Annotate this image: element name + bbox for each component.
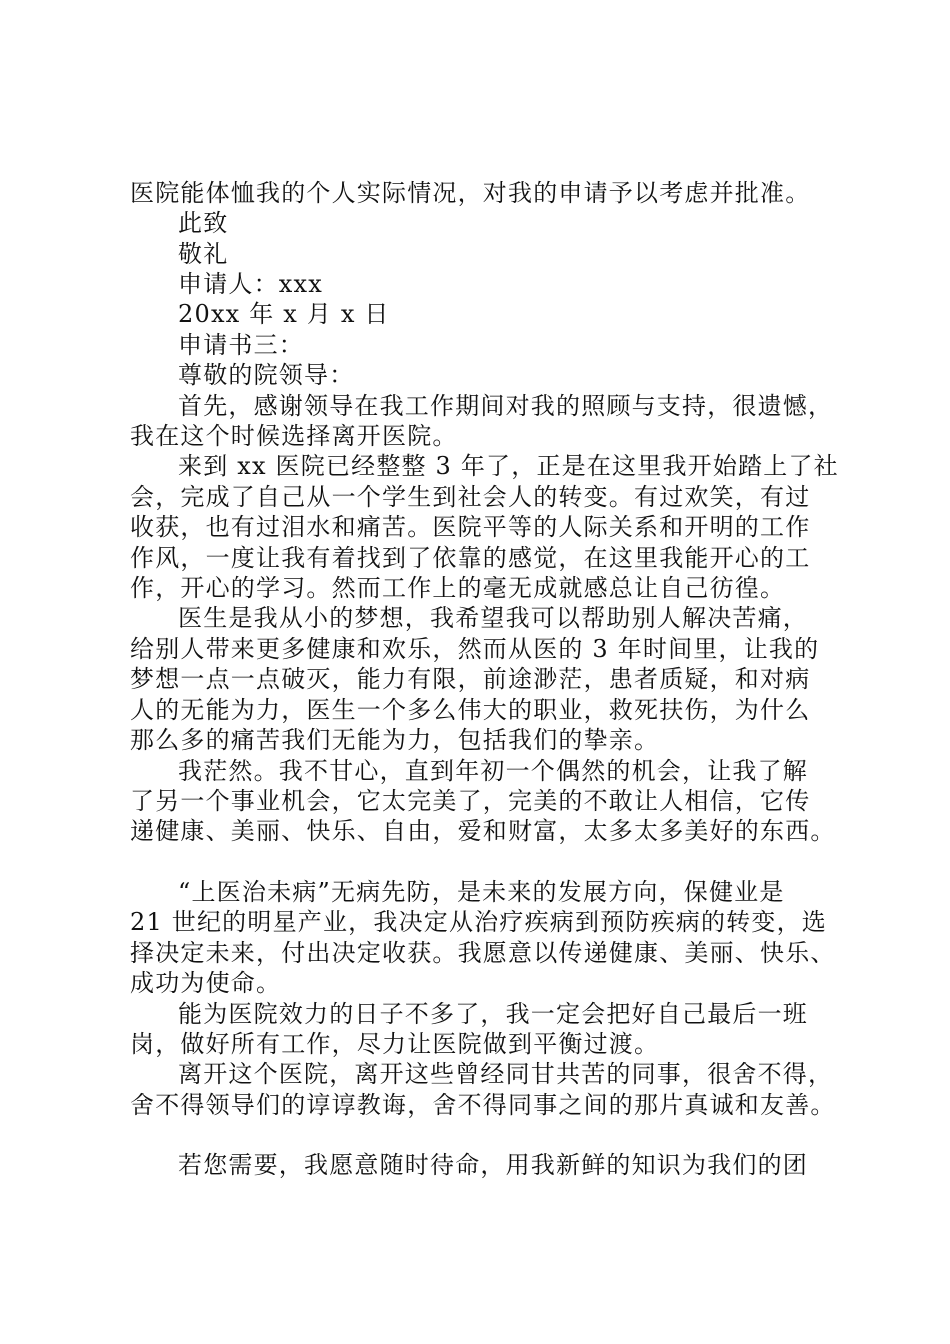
closing-line: 敬礼: [178, 240, 229, 268]
text-line: 来到 xx 医院已经整整 3 年了，正是在这里我开始踏上了社: [178, 452, 839, 480]
text-line: 若您需要，我愿意随时待命，用我新鲜的知识为我们的团: [178, 1151, 808, 1179]
closing-line: 此致: [178, 209, 229, 237]
section-title: 申请书三：: [178, 331, 304, 359]
text-line: 会，完成了自己从一个学生到社会人的转变。有过欢笑，有过: [130, 483, 811, 511]
text-line: 作风，一度让我有着找到了依靠的感觉，在这里我能开心的工: [130, 544, 811, 572]
text-line: 那么多的痛苦我们无能为力，包括我们的挚亲。: [130, 726, 660, 754]
text-line: 给别人带来更多健康和欢乐，然而从医的 3 年时间里，让我的: [130, 635, 820, 663]
salutation-line: 尊敬的院领导：: [178, 361, 355, 389]
text-line: 离开这个医院，离开这些曾经同甘共苦的同事，很舍不得，: [178, 1060, 834, 1088]
text-line: 了另一个事业机会，它太完美了，完美的不敢让人相信，它传: [130, 787, 811, 815]
text-line: 收获，也有过泪水和痛苦。医院平等的人际关系和开明的工作: [130, 513, 811, 541]
text-line: 作，开心的学习。然而工作上的毫无成就感总让自己彷徨。: [130, 574, 786, 602]
text-line: 岗，做好所有工作，尽力让医院做到平衡过渡。: [130, 1030, 660, 1058]
text-line: 我茫然。我不甘心，直到年初一个偶然的机会，让我了解: [178, 757, 808, 785]
text-line: 首先，感谢领导在我工作期间对我的照顾与支持，很遗憾，: [178, 392, 834, 420]
text-line: “上医治未病”无病先防，是未来的发展方向，保健业是: [178, 878, 785, 906]
text-line: 能为医院效力的日子不多了，我一定会把好自己最后一班: [178, 1000, 808, 1028]
text-line: 人的无能为力，医生一个多么伟大的职业，救死扶伤，为什么: [130, 696, 811, 724]
text-line: 成功为使命。: [130, 969, 282, 997]
text-line: 21 世纪的明星产业，我决定从治疗疾病到预防疾病的转变，选: [130, 908, 827, 936]
text-line: 递健康、美丽、快乐、自由，爱和财富，太多太多美好的东西。: [130, 817, 836, 845]
text-line: 舍不得领导们的谆谆教诲，舍不得同事之间的那片真诚和友善。: [130, 1091, 836, 1119]
date-line: 20xx 年 x 月 x 日: [178, 300, 390, 328]
text-line: 梦想一点一点破灭，能力有限，前途渺茫，患者质疑，和对病: [130, 665, 811, 693]
text-line: 择决定未来，付出决定收获。我愿意以传递健康、美丽、快乐、: [130, 939, 836, 967]
text-line: 我在这个时候选择离开医院。: [130, 422, 458, 450]
signature-line: 申请人：xxx: [178, 270, 324, 298]
text-line: 医生是我从小的梦想，我希望我可以帮助别人解决苦痛，: [178, 604, 808, 632]
text-line: 医院能体恤我的个人实际情况，对我的申请予以考虑并批准。: [130, 179, 811, 207]
